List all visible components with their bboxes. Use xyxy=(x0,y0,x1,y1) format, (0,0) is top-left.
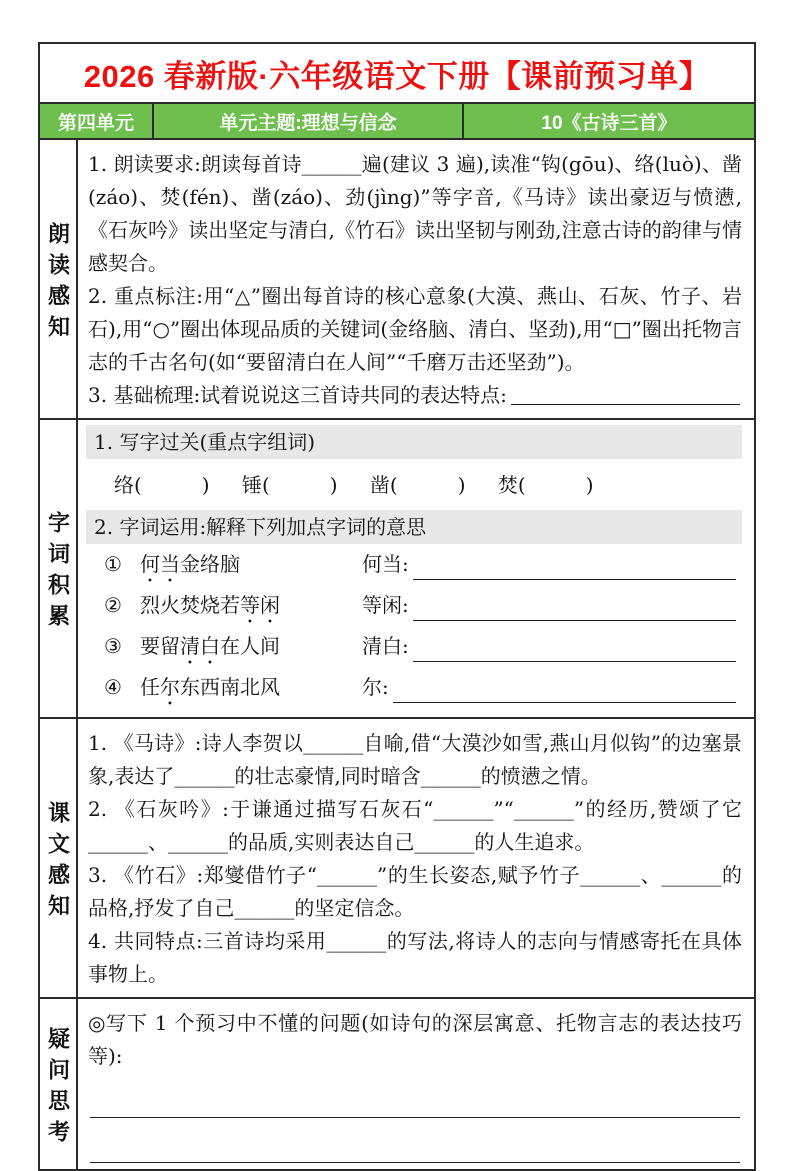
section-words-content xyxy=(78,420,754,717)
section-words-label: 字词积累 xyxy=(40,420,78,717)
text-sense-item-2: 2. 《石灰吟》:于谦通过描写石灰石“______”“______”的经历,赞颂了它______、______的品质,实则表达自己______的人生追求。 xyxy=(88,797,742,854)
word-row-2-phrase xyxy=(140,588,362,628)
word-row-1-post: 金络脑 xyxy=(180,552,240,576)
word-row-4-pre: 任 xyxy=(140,675,160,699)
section-questions-label: 疑问思考 xyxy=(40,999,78,1169)
page-title: 2026 春新版·六年级语文下册【课前预习单】 xyxy=(83,58,711,94)
words-task2-title: 2. 字词运用:解释下列加点字词的意思 xyxy=(86,510,742,544)
section-text-sense-content xyxy=(78,719,754,997)
section-questions-content xyxy=(78,999,754,1169)
words-fill-line xyxy=(86,462,742,508)
word-row-2-blank xyxy=(413,620,736,621)
word-row-3 xyxy=(104,629,738,669)
text-sense-item-4: 4. 共同特点:三首诗均采用______的写法,将诗人的志向与情感寄托在具体事物上。 xyxy=(88,929,742,986)
word-row-2 xyxy=(104,588,738,628)
reading-item-1: 1. 朗读要求:朗读每首诗______遍(建议 3 遍),读准“钩(gōu)、络(luò)、凿(záo)、焚(fén)、凿(záo)、劲(jìng)”等字音,《马诗》读出豪迈与愤懑,《石灰吟》读出坚定与清白,《竹石》读出坚韧与刚劲,注意古诗的韵律与情感契合。 xyxy=(88,152,742,275)
word-row-2-num: ② xyxy=(104,593,122,617)
fill-item-chui: 锤( ) xyxy=(241,473,338,497)
text-sense-item-1: 1. 《马诗》:诗人李贺以______自喻,借“大漠沙如雪,燕山月似钩”的边塞景象,表达了______的壮志豪情,同时暗含______的愤懑之情。 xyxy=(88,731,742,788)
unit-number-cell: 第四单元 xyxy=(40,104,154,138)
reading-item-2: 2. 重点标注:用“△”圈出每首诗的核心意象(大漠、燕山、石灰、竹子、岩石),用“○”圈出体现品质的关键词(金络脑、清白、坚劲),用“□”圈出托物言志的千古名句(如“要留清白在人间”“千磨万击还坚劲”)。 xyxy=(88,284,742,374)
section-reading-content xyxy=(78,140,754,418)
section-questions xyxy=(40,999,754,1169)
questions-write-line-2 xyxy=(90,1118,740,1163)
reading-item-3-text: 3. 基础梳理:试着说说这三首诗共同的表达特点: xyxy=(88,383,507,407)
section-text-sense-label: 课文感知 xyxy=(40,719,78,997)
worksheet-sheet xyxy=(38,42,756,1171)
questions-write-line-1 xyxy=(90,1073,740,1118)
word-row-3-num: ③ xyxy=(104,634,122,658)
word-row-1-num: ① xyxy=(104,552,122,576)
unit-theme-cell: 单元主题:理想与信念 xyxy=(154,104,464,138)
section-text-sense xyxy=(40,719,754,999)
word-row-1-emphasis: 何当 xyxy=(140,552,180,576)
reading-item-3-blank xyxy=(511,404,740,405)
section-reading-label: 朗读感知 xyxy=(40,140,78,418)
word-row-4 xyxy=(104,670,738,710)
word-row-2-pre: 烈火焚烧若 xyxy=(140,593,240,617)
word-row-3-blank xyxy=(413,661,736,662)
word-row-3-label: 清白: xyxy=(362,634,409,658)
questions-prompt: ◎写下 1 个预习中不懂的问题(如诗句的深层寓意、托物言志的表达技巧等): xyxy=(88,1011,742,1068)
word-row-1-blank xyxy=(413,579,736,580)
words-task1-title: 1. 写字过关(重点字组词) xyxy=(86,425,742,459)
word-row-1-label: 何当: xyxy=(362,552,409,576)
word-row-4-emphasis: 尔 xyxy=(160,675,180,699)
word-row-4-blank xyxy=(393,702,736,703)
word-row-4-phrase xyxy=(140,670,362,710)
fill-item-fen: 焚( ) xyxy=(497,473,594,497)
fill-item-zao: 凿( ) xyxy=(369,473,466,497)
word-row-4-label: 尔: xyxy=(362,675,389,699)
word-row-2-emphasis: 等闲 xyxy=(240,593,280,617)
word-row-4-num: ④ xyxy=(104,675,122,699)
fill-item-luo: 络( ) xyxy=(114,473,210,497)
word-row-1 xyxy=(104,547,738,587)
word-row-3-post: 在人间 xyxy=(220,634,280,658)
word-row-3-emphasis: 清白 xyxy=(180,634,220,658)
text-sense-item-3: 3. 《竹石》:郑燮借竹子“______”的生长姿态,赋予竹子______、______的品格,抒发了自己______的坚定信念。 xyxy=(88,863,742,920)
section-reading xyxy=(40,140,754,420)
word-row-3-pre: 要留 xyxy=(140,634,180,658)
word-row-1-phrase xyxy=(140,547,362,587)
section-words xyxy=(40,420,754,719)
lesson-title-cell: 10《古诗三首》 xyxy=(541,112,677,134)
unit-header-bar xyxy=(40,102,754,140)
reading-item-3 xyxy=(88,379,742,412)
word-row-3-phrase xyxy=(140,629,362,669)
word-row-2-label: 等闲: xyxy=(362,593,409,617)
word-row-4-post: 东西南北风 xyxy=(180,675,280,699)
